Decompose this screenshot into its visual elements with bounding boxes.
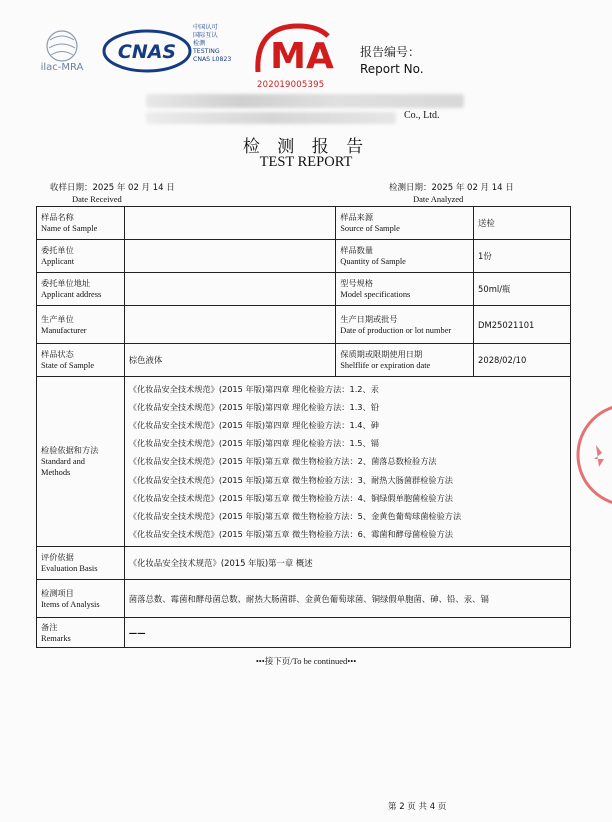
value-model: 50ml/瓶 bbox=[474, 273, 571, 306]
cnas-caption: 中国认可 国际互认 检测 TESTING CNAS L0823 bbox=[193, 24, 232, 63]
value-evaluation: 《化妆品安全技术规范》(2015 年版)第一章 概述 bbox=[124, 547, 570, 580]
label-standard: 检验依据和方法 Standard and Methods bbox=[37, 377, 125, 547]
list-item: 《化妆品安全技术规范》(2015 年版)第五章 微生物检验方法：4、铜绿假单胞菌检验方法 bbox=[128, 492, 453, 503]
value-quantity: 1份 bbox=[474, 240, 571, 273]
table-row bbox=[37, 344, 571, 377]
value-items: 菌落总数、霉菌和酵母菌总数、耐热大肠菌群、金黄色葡萄球菌、铜绿假单胞菌、砷、铅、汞、镉 bbox=[124, 580, 570, 618]
label-source: 样品来源 Source of Sample bbox=[336, 207, 474, 240]
table-row bbox=[37, 547, 571, 580]
label-quantity: 样品数量 Quantity of Sample bbox=[336, 240, 474, 273]
list-item: 《化妆品安全技术规范》(2015 年版)第四章 理化检验方法：1.5、镉 bbox=[128, 438, 379, 449]
cma-logo bbox=[252, 20, 344, 84]
company-name bbox=[138, 92, 468, 128]
title-cn: 检 测 报 告 bbox=[242, 137, 370, 157]
value-sample-name bbox=[124, 207, 336, 240]
date-received: 收样日期：2025 年 02 月 14 日 Date Received bbox=[50, 183, 175, 204]
label-evaluation: 评价依据 Evaluation Basis bbox=[37, 547, 125, 580]
label-items: 检测项目 Items of Analysis bbox=[37, 580, 125, 618]
value-shelf-life: 2028/02/10 bbox=[474, 344, 571, 377]
label-shelf-life: 保质期或限期使用日期 Shelflife or expiration date bbox=[336, 344, 474, 377]
page-number: 第 2 页 共 4 页 bbox=[388, 802, 447, 812]
value-manufacturer bbox=[124, 306, 336, 344]
label-sample-name: 样品名称 Name of Sample bbox=[37, 207, 125, 240]
list-item: 《化妆品安全技术规范》(2015 年版)第四章 理化检验方法：1.4、砷 bbox=[128, 419, 379, 430]
list-item: 《化妆品安全技术规范》(2015 年版)第五章 微生物检验方法：2、菌落总数检验方法 bbox=[128, 456, 437, 467]
value-source: 送检 bbox=[474, 207, 571, 240]
svg-text:MA: MA bbox=[270, 36, 334, 77]
continued-note: •••接下页/To be continued••• bbox=[255, 656, 357, 666]
label-model: 型号规格 Model specifications bbox=[336, 273, 474, 306]
redacted-company-name-en bbox=[146, 112, 396, 124]
list-item: 《化妆品安全技术规范》(2015 年版)第五章 微生物检验方法：5、金黄色葡萄球菌检验方法 bbox=[128, 511, 462, 521]
ilac-mra-logo bbox=[28, 26, 96, 76]
label-manufacturer: 生产单位 Manufacturer bbox=[37, 306, 125, 344]
table-row bbox=[37, 306, 571, 344]
table-row bbox=[37, 240, 571, 273]
list-item: 《化妆品安全技术规范》(2015 年版)第五章 微生物检验方法：6、霉菌和酵母菌检验方法 bbox=[128, 529, 453, 540]
table-row bbox=[37, 377, 571, 547]
label-applicant-address: 委托单位地址 Applicant address bbox=[37, 273, 125, 306]
table-row bbox=[37, 580, 571, 618]
report-table bbox=[36, 206, 571, 648]
report-number: 报告编号： Report No. bbox=[360, 45, 424, 76]
red-stamp bbox=[566, 395, 612, 515]
label-state: 样品状态 State of Sample bbox=[37, 344, 125, 377]
label-production: 生产日期或批号 Date of production or lot number bbox=[336, 306, 474, 344]
cma-number: 202019005395 bbox=[257, 80, 325, 90]
list-item: 《化妆品安全技术规范》(2015 年版)第四章 理化检验方法：1.2、汞 bbox=[128, 383, 379, 394]
standard-list bbox=[124, 377, 570, 547]
company-suffix: Co., Ltd. bbox=[404, 110, 440, 121]
table-row bbox=[37, 207, 571, 240]
value-applicant bbox=[124, 240, 336, 273]
certification-logos bbox=[28, 20, 348, 90]
value-production: DM25021101 bbox=[474, 306, 571, 344]
table-row bbox=[37, 273, 571, 306]
title-en: TEST REPORT bbox=[259, 154, 353, 170]
svg-text:ilac-MRA: ilac-MRA bbox=[40, 62, 84, 73]
label-remarks: 备注 Remarks bbox=[37, 618, 125, 648]
value-applicant-address bbox=[124, 273, 336, 306]
list-item: 《化妆品安全技术规范》(2015 年版)第四章 理化检验方法：1.3、铅 bbox=[128, 401, 379, 412]
value-remarks: —— bbox=[124, 618, 570, 648]
redacted-company-name-cn bbox=[146, 94, 464, 108]
list-item: 《化妆品安全技术规范》(2015 年版)第五章 微生物检验方法：3、耐热大肠菌群检验方法 bbox=[128, 474, 453, 485]
table-row bbox=[37, 618, 571, 648]
label-applicant: 委托单位 Applicant bbox=[37, 240, 125, 273]
cnas-logo bbox=[102, 26, 192, 76]
value-state: 棕色液体 bbox=[124, 344, 336, 377]
svg-text:CNAS: CNAS bbox=[117, 41, 177, 63]
date-analyzed: 检测日期：2025 年 02 月 14 日 Date Analyzed bbox=[389, 183, 514, 204]
